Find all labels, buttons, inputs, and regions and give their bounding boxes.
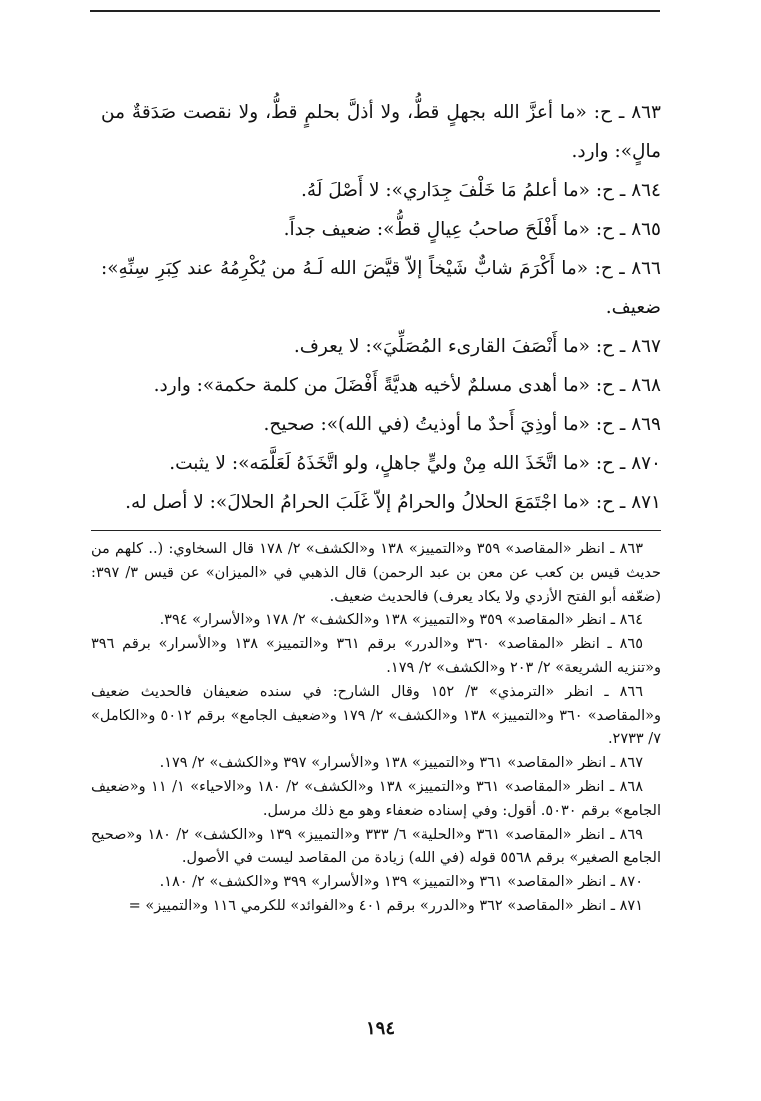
footnote: ٨٧١ ـ انظر «المقاصد» ٣٦٢ و«الدرر» برقم ٤٠١ و«الفوائد» للكرمي ١١٦ و«التمييز» = (128, 897, 643, 914)
footnote-separator (91, 530, 661, 531)
footnote: ٨٦٧ ـ انظر «المقاصد» ٣٦١ و«التمييز» ١٣٨ و«الأسرار» ٣٩٧ و«الكشف» ٢/ ١٧٩. (159, 755, 643, 772)
footnote: ٨٦٩ ـ انظر «المقاصد» ٣٦١ و«الحلية» ٦/ ٣٣٣ و«التمييز» ١٣٩ و«الكشف» ٢/ ١٨٠ و«صحيح الجامع الصغير» برقم ٥٥٦٨ قوله (في الله) زيادة من المقاصد ليست في الأصول. (91, 826, 661, 867)
hadith-entry: ٨٧١ ـ ح: «ما اجْتَمَعَ الحلالُ والحرامُ إلاّ غَلَبَ الحرامُ الحلالَ»: لا أصل له. (125, 492, 661, 513)
hadith-entry: ٨٧٠ ـ ح: «ما اتَّخَذَ الله مِنْ وليٍّ جاهلٍ، ولو اتَّخَذَهُ لَعَلَّمَه»: لا يثبت. (169, 453, 661, 474)
footnote: ٨٧٠ ـ انظر «المقاصد» ٣٦١ و«التمييز» ١٣٩ و«الأسرار» ٣٩٩ و«الكشف» ٢/ ١٨٠. (159, 874, 643, 891)
footnote: ٨٦٦ ـ انظر «الترمذي» ٣/ ١٥٢ وقال الشارح: في سنده ضعيفان فالحديث ضعيف و«المقاصد» ٣٦٠ و«التمييز» ١٣٨ و«الكشف» ٢/ ١٧٩ و«ضعيف الجامع» برقم ٥٠١٢ و«الكامل» ٧/ ٢٧٣٣. (91, 683, 661, 748)
footnote: ٨٦٥ ـ انظر «المقاصد» ٣٦٠ و«الدرر» برقم ٣٦١ و«التمييز» ١٣٨ و«الأسرار» برقم ٣٩٦ و«تنزيه الشريعة» ٢/ ٢٠٣ و«الكشف» ٢/ ١٧٩. (91, 636, 661, 676)
footnote: ٨٦٨ ـ انظر «المقاصد» ٣٦١ و«التمييز» ١٣٨ و«الكشف» ٢/ ١٨٠ و«الاحياء» ١/ ١١ و«ضعيف الجامع» برقم ٥٠٣٠. أقول: وفي إسناده ضعفاء وهو مع ذلك مرسل. (91, 778, 661, 819)
page-number: ١٩٤ (365, 1018, 395, 1039)
hadith-entry: ٨٦٦ ـ ح: «ما أَكْرَمَ شابٌّ شَيْخاً إلاّ قيَّضَ الله لَـهُ من يُكْرِمُهُ عند كِبَرِ سِنِّهِ»: ضعيف. (101, 258, 661, 318)
top-rule (90, 10, 660, 12)
hadith-entries (101, 93, 661, 522)
hadith-entry: ٨٦٧ ـ ح: «ما أَنْصَفَ القارىء المُصَلِّيَ»: لا يعرف. (293, 336, 661, 357)
footnote: ٨٦٣ ـ انظر «المقاصد» ٣٥٩ و«التمييز» ١٣٨ و«الكشف» ٢/ ١٧٨ قال السخاوي: (.. كلهم من حديث قيس بن كعب عن معن بن عبد الرحمن) قال الذهبي في «الميزان» عن قيس ٣/ ٣٩٧: (ضعّفه أبو الفتح الأزدي ولا يكاد يعرف) فالحديث ضعيف. (91, 541, 661, 605)
hadith-entry: ٨٦٨ ـ ح: «ما أهدى مسلمٌ لأخيه هديَّةً أَفْضَلَ من كلمة حكمة»: وارد. (153, 375, 661, 396)
hadith-entry: ٨٦٥ ـ ح: «ما أَفْلَحَ صاحبُ عِيالٍ قطُّ»: ضعيف جداً. (283, 219, 661, 240)
hadith-entry: ٨٦٣ ـ ح: «ما أعزَّ الله بجهلٍ قطُّ، ولا أذلَّ بحلمٍ قطُّ، ولا نقصت صَدَقةٌ من مالٍ»: وارد. (101, 102, 661, 162)
footnote: ٨٦٤ ـ انظر «المقاصد» ٣٥٩ و«التمييز» ١٣٨ و«الكشف» ٢/ ١٧٨ و«الأسرار» ٣٩٤. (159, 612, 643, 629)
footnotes (91, 538, 661, 919)
hadith-entry: ٨٦٩ ـ ح: «ما أوذِيَ أَحدٌ ما أوذيتُ (في الله)»: صحيح. (263, 414, 661, 435)
hadith-entry: ٨٦٤ ـ ح: «ما أعلمُ مَا خَلْفَ جِدَاري»: لا أَصْلَ لَهُ. (300, 180, 661, 201)
